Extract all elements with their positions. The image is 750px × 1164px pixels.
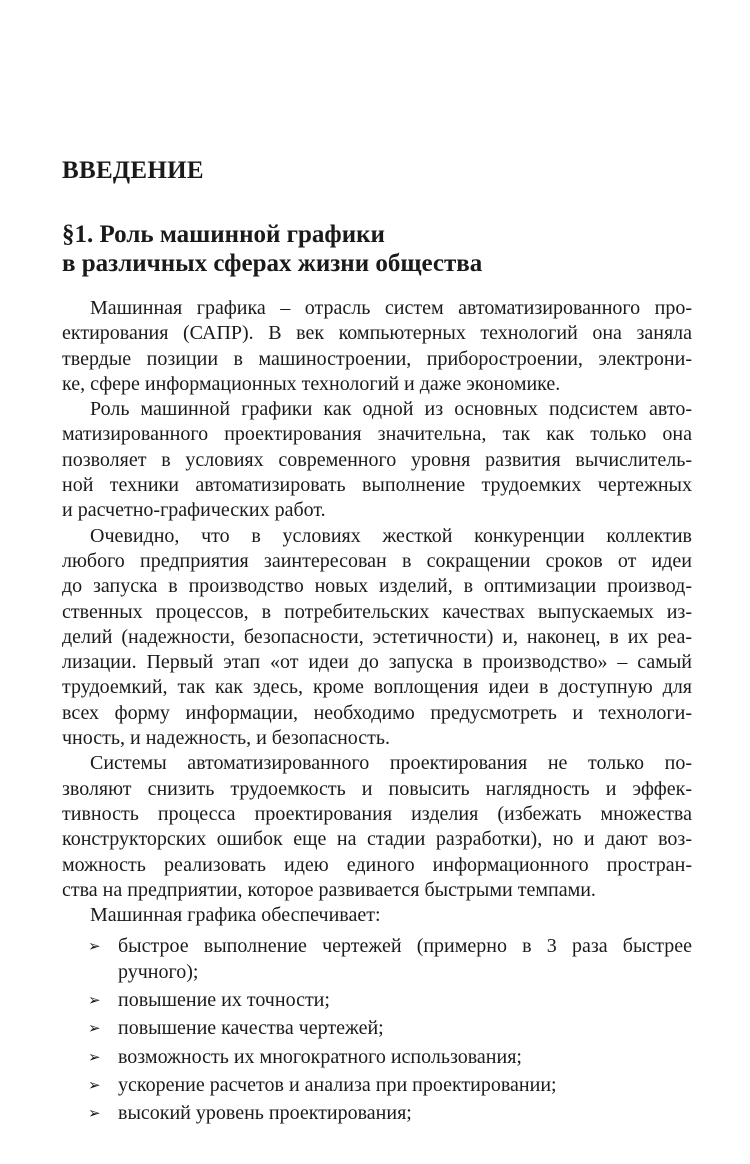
paragraph-line: ке, сфере информационных технологий и даже экономике.: [62, 372, 561, 395]
paragraph-line: до запуска в производство новых изделий, в оптимизации производ-: [62, 575, 692, 598]
paragraph-line: позволяет в условиях современного уровня развития вычислитель-: [62, 448, 692, 471]
arrow-bullet-icon: ➢: [88, 1047, 101, 1066]
list-item-line: повышение их точности;: [118, 989, 330, 1012]
list-item-line: высокий уровень проектирования;: [118, 1102, 412, 1125]
list-item-line: возможность их многократного использования;: [118, 1045, 522, 1068]
paragraph-line: тивность процесса проектирования изделия (избежать множества: [62, 802, 692, 825]
paragraph-line: зволяют снизить трудоемкость и повысить наглядность и эффек-: [62, 777, 692, 800]
paragraph-line: чность, и надежность, и безопасность.: [62, 727, 391, 750]
section-title-line-1: §1. Роль машинной графики: [62, 221, 385, 248]
paragraph-line: Роль машинной графики как одной из основных подсистем авто-: [90, 398, 692, 421]
bullet-list: [62, 934, 692, 1126]
paragraph-line: Машинная графика обеспечивает:: [90, 904, 381, 927]
list-item-line: ускорение расчетов и анализа при проектировании;: [118, 1073, 557, 1096]
paragraph-line: конструкторских ошибок еще на стадии разработки), но и дают воз-: [62, 828, 692, 851]
paragraph-line: Машинная графика – отрасль систем автоматизированного про-: [90, 297, 692, 319]
chapter-title: ВВЕДЕНИЕ: [62, 157, 204, 184]
paragraph-line: всех форму информации, необходимо предусмотреть и технологи-: [62, 701, 692, 724]
paragraph: [62, 296, 692, 397]
paragraphs: [62, 296, 692, 928]
paragraph-line: ства на предприятии, которое развивается быстрыми темпами.: [62, 878, 596, 901]
list-item: [62, 1016, 692, 1041]
paragraph: [62, 751, 692, 903]
paragraph-line: ектирования (САПР). В век компьютерных технологий она заняла: [62, 322, 692, 345]
arrow-bullet-icon: ➢: [88, 1075, 101, 1094]
section-title-line-2: в различных сферах жизни общества: [62, 250, 483, 277]
paragraph-line: матизированного проектирования значительна, так как только она: [62, 423, 692, 446]
paragraph-line: любого предприятия заинтересован в сокращении сроков от идеи: [62, 549, 692, 572]
paragraph-line: и расчетно-графических работ.: [62, 499, 326, 522]
paragraph-line: можность реализовать идею единого информационного простран-: [62, 853, 692, 876]
paragraph: [62, 397, 692, 523]
paragraph-line: ной техники автоматизировать выполнение трудоемких чертежных: [62, 474, 692, 497]
paragraph: [62, 524, 692, 752]
list-item-line: ручного);: [118, 960, 199, 983]
paragraph-line: Очевидно, что в условиях жесткой конкуренции коллектив: [90, 524, 692, 547]
list-item: [62, 934, 692, 985]
arrow-bullet-icon: ➢: [88, 991, 101, 1010]
list-item: [62, 1073, 692, 1098]
arrow-bullet-icon: ➢: [88, 1019, 101, 1038]
list-item: [62, 1101, 692, 1126]
body-text: [62, 296, 692, 1130]
list-item-line: повышение качества чертежей;: [118, 1017, 384, 1040]
paragraph-line: делий (надежности, безопасности, эстетичности) и, наконец, в их реа-: [62, 625, 692, 648]
paragraph-line: твердые позиции в машиностроении, приборостроении, электрони-: [62, 347, 692, 370]
section-title: [62, 220, 482, 278]
paragraph-line: ственных процессов, в потребительских качествах выпускаемых из-: [62, 600, 692, 623]
arrow-bullet-icon: ➢: [88, 1104, 101, 1123]
list-item: [62, 1045, 692, 1070]
list-item-line: быстрое выполнение чертежей (примерно в 3 раза быстрее: [118, 935, 692, 958]
paragraph-line: лизации. Первый этап «от идеи до запуска в производство» – самый: [62, 651, 692, 674]
list-item: [62, 988, 692, 1013]
paragraph: [62, 903, 692, 928]
arrow-bullet-icon: ➢: [88, 937, 101, 956]
paragraph-line: трудоемкий, так как здесь, кроме воплощения идеи в доступную для: [62, 676, 692, 699]
paragraph-line: Системы автоматизированного проектирования не только по-: [90, 752, 692, 775]
